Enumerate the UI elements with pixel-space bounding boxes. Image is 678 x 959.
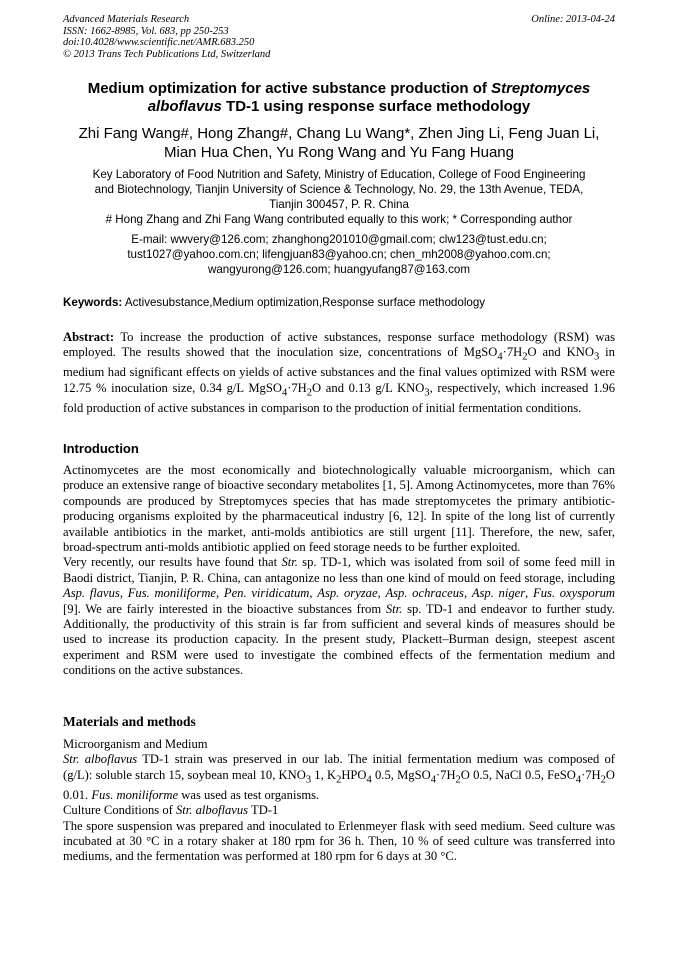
author-line: Mian Hua Chen, Yu Rong Wang and Yu Fang Huang: [164, 144, 514, 161]
paper-title: [50, 80, 628, 116]
keywords: [63, 295, 623, 310]
journal-doi: doi:10.4028/www.scientific.net/AMR.683.250: [63, 37, 255, 48]
paragraph: The spore suspension was prepared and inoculated to Erlenmeyer flask with seed medium. Seed culture was incubated at 30 °C in a rotary shaker at 180 rpm for 36 h. Then, 10 % of seed culture was transferred into mediums, and the fermentation was performed at 180 rpm for 6 days at 30 °C.: [63, 818, 615, 864]
affiliation-line: Key Laboratory of Food Nutrition and Safety, Ministry of Education, College of Food Engineering: [92, 168, 586, 181]
paragraph: Very recently, our results have found that Str. sp. TD-1, which was isolated from soil of some feed mill in Baodi district, Tianjin, P. R. China, can antagonize no less than one kind of mould on feed storage, including Asp. flavus, Fus. moniliforme, Pen. viridicatum, Asp. oryzae, Asp. ochraceus, Asp. niger, Fus. oxysporum [9]. We are fairly interested in the bioactive substances from Str. sp. TD-1 and endeavor to further study. Additionally, the productivity of this strain is far from sufficient and several kinds of measures should be used to increase its production capacity. In the present study, Plackett–Burman design, steepest ascent experiment and RSM were used to investigate the combined effects of the fermentation medium and conditions on the active substances.: [63, 555, 616, 678]
email-line: wangyurong@126.com; huangyufang87@163.com: [207, 263, 471, 276]
paragraph: Str. alboflavus TD-1 strain was preserved in our lab. The initial fermentation medium was composed of (g/L): soluble starch 15, soybean meal 10, $KNO_3$ 1, $K_2HPO_4$ 0.5, $MgSO_4\cdot 7H_2O$ 0.5, NaCl 0.5, $FeSO_4\cdot 7H_2O$ 0.01. Fus. moniliforme was used as test organisms.: [63, 752, 616, 802]
introduction-body: [63, 463, 615, 679]
section-heading-methods: Materials and methods: [63, 714, 196, 729]
affiliation: [55, 167, 623, 227]
contribution-note: # Hong Zhang and Zhi Fang Wang contributed equally to this work; * Corresponding author: [105, 213, 573, 226]
abstract-label: Abstract:: [63, 330, 115, 344]
methods-body: [63, 737, 615, 865]
email-block: [55, 232, 623, 277]
affiliation-line: Tianjin 300457, P. R. China: [269, 198, 409, 211]
online-date: Online: 2013-04-24: [531, 14, 615, 25]
journal-copyright: © 2013 Trans Tech Publications Ltd, Switzerland: [63, 48, 271, 60]
email-line: tust1027@yahoo.com.cn; lifengjuan83@yahoo.cn; chen_mh2008@yahoo.com.cn;: [127, 248, 551, 261]
section-heading-introduction: Introduction: [63, 441, 139, 456]
subsection-heading: Microorganism and Medium: [63, 737, 208, 751]
author-list: [40, 124, 638, 162]
journal-issn: ISSN: 1662-8985, Vol. 683, pp 250-253: [63, 25, 229, 37]
author-line: Zhi Fang Wang#, Hong Zhang#, Chang Lu Wang*, Zhen Jing Li, Feng Juan Li,: [78, 125, 600, 142]
title-organism: Streptomyces alboflavus: [147, 80, 591, 115]
paragraph: Actinomycetes are the most economically and biotechnologically valuable microorganism, which can produce an extensive range of bioactive secondary metabolites [1, 5]. Among Actinomycetes, more than 76% compounds are produced by Streptomyces species that has made streptomycetes the primary antibiotic-producing organisms exploited by the pharmaceutical industry [6, 12]. In spite of the long list of currently available antibiotics in the market, anti-molds antibiotics are still urgent [11]. Therefore, the new, safer, broad-spectrum anti-molds antibiotic applied on feed storage needs to be further exploited.: [63, 463, 615, 555]
keywords-text: Activesubstance,Medium optimization,Response surface methodology: [122, 296, 486, 309]
abstract: Abstract: To increase the production of active substances, response surface methodology (RSM) was employed. The results showed that the inoculation size, concentrations of $MgSO_4\cdot 7H_2O$ and $KNO_3$ in medium had significant effects on yields of active substances and the final values optimized with RSM were 12.75 % inoculation size, 0.34 g/L $MgSO_4\cdot 7H_2O$ and 0.13 g/L $KNO_3$, respectively, which increased 1.96 fold production of active substances in comparison to the production of initial fermentation conditions.: [63, 330, 615, 415]
affiliation-line: and Biotechnology, Tianjin University of Science & Technology, No. 29, the 13th Avenue, TEDA,: [94, 183, 584, 196]
email-line: E-mail: wwvery@126.com; zhanghong201010@gmail.com; clw123@tust.edu.cn;: [131, 233, 547, 246]
title-text-2: TD-1 using response surface methodology: [221, 98, 531, 115]
journal-name: Advanced Materials Research: [63, 14, 190, 25]
title-text-1: Medium optimization for active substance production of: [87, 80, 492, 97]
subsection-heading: Culture Conditions of Str. alboflavus TD-1: [63, 803, 279, 818]
journal-header: [63, 14, 615, 60]
keywords-label: Keywords:: [63, 296, 123, 309]
